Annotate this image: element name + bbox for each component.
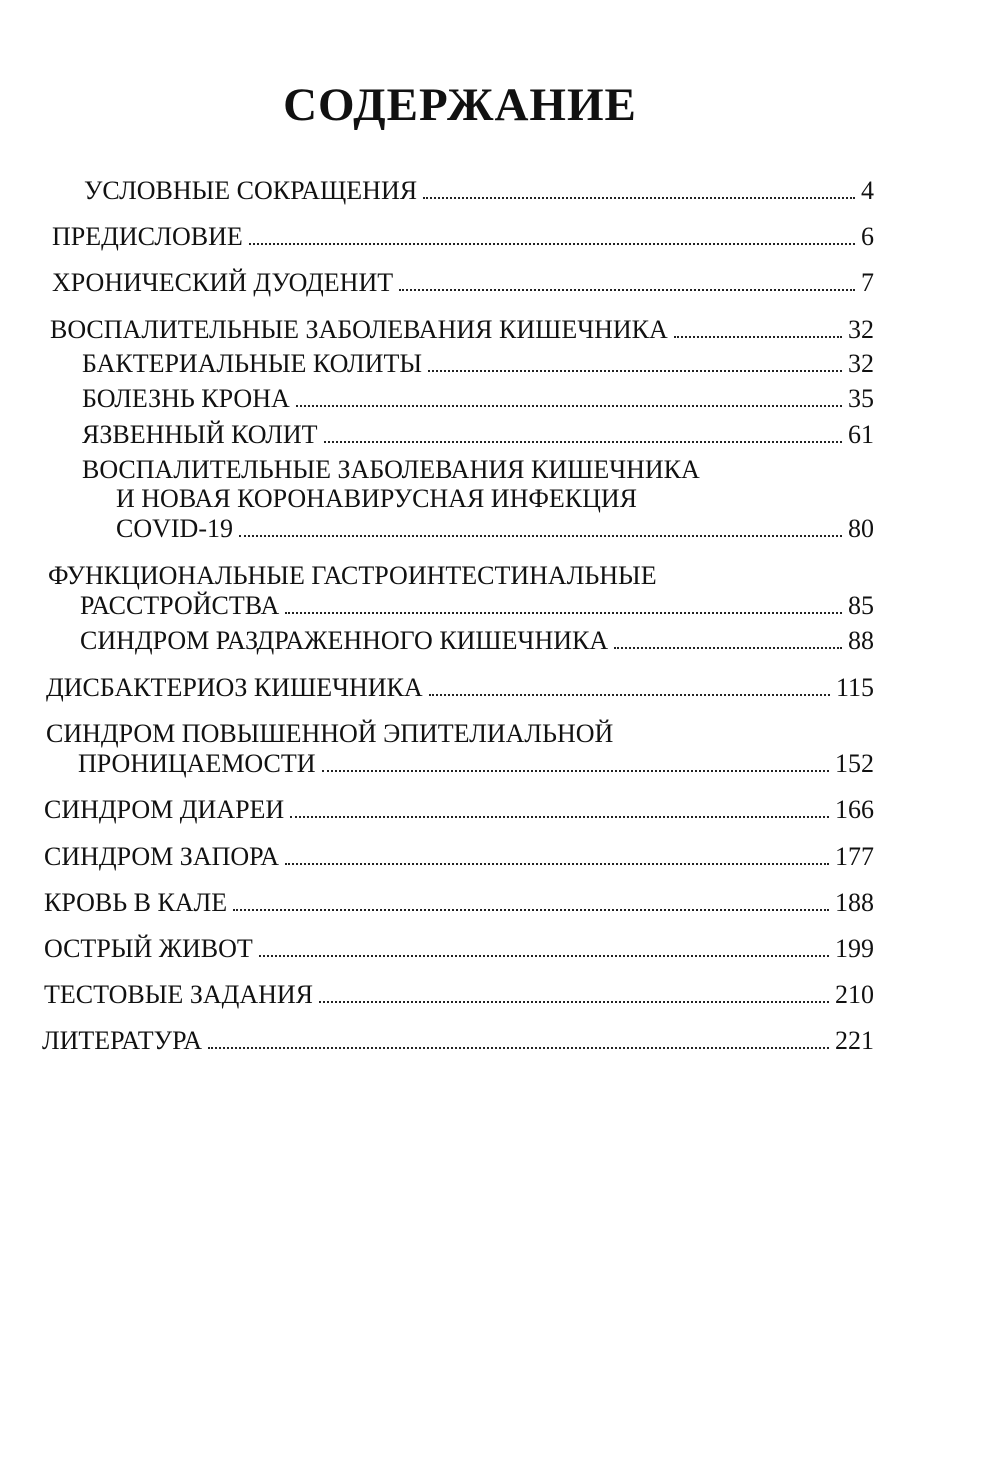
toc-entry-label: СИНДРОМ РАЗДРАЖЕННОГО КИШЕЧНИКА <box>80 626 609 655</box>
toc-entry-page: 166 <box>835 795 874 824</box>
toc-entry-page: 32 <box>848 315 874 344</box>
dot-leader <box>423 197 855 199</box>
toc-entry-page: 177 <box>835 842 874 871</box>
toc-entry <box>50 315 874 345</box>
toc-entry-label: УСЛОВНЫЕ СОКРАЩЕНИЯ <box>84 176 418 205</box>
toc-entry-page: 4 <box>861 176 874 205</box>
toc-entry <box>82 420 874 450</box>
toc-entry <box>42 1026 874 1056</box>
toc-entry-label: СИНДРОМ ЗАПОРА <box>44 842 280 871</box>
dot-leader <box>399 289 855 291</box>
dot-leader <box>296 405 842 407</box>
toc-entry <box>80 626 874 656</box>
toc-entry-label: COVID-19 <box>116 514 233 543</box>
toc-entry <box>80 591 874 621</box>
dot-leader <box>233 909 829 911</box>
toc-entry-label: ПРЕДИСЛОВИЕ <box>52 222 243 251</box>
toc-entry-page: 85 <box>848 591 874 620</box>
toc-entry-label: ТЕСТОВЫЕ ЗАДАНИЯ <box>44 980 314 1009</box>
toc-entry-page: 199 <box>835 934 874 963</box>
dot-leader <box>285 863 829 865</box>
toc-entry-line: СИНДРОМ ПОВЫШЕННОЙ ЭПИТЕЛИАЛЬНОЙ <box>46 719 614 748</box>
toc-entry-page: 6 <box>861 222 874 251</box>
toc-entry-label: ЯЗВЕННЫЙ КОЛИТ <box>82 420 318 449</box>
toc-entry <box>44 980 874 1010</box>
toc-entry <box>44 842 874 872</box>
dot-leader <box>239 535 842 537</box>
toc-entry-line: И НОВАЯ КОРОНАВИРУСНАЯ ИНФЕКЦИЯ <box>116 484 638 513</box>
dot-leader <box>614 647 842 649</box>
toc-entry-label: БАКТЕРИАЛЬНЫЕ КОЛИТЫ <box>82 349 423 378</box>
toc-entry-label: ОСТРЫЙ ЖИВОТ <box>44 934 253 963</box>
dot-leader <box>259 955 829 957</box>
toc-entry-page: 210 <box>835 980 874 1009</box>
dot-leader <box>208 1047 829 1049</box>
page-title: СОДЕРЖАНИЕ <box>283 79 637 131</box>
toc-entry <box>46 673 874 703</box>
dot-leader <box>428 370 842 372</box>
dot-leader <box>319 1001 829 1003</box>
toc-entry-page: 115 <box>835 673 874 702</box>
dot-leader <box>249 243 855 245</box>
toc-entry-label: СИНДРОМ ДИАРЕИ <box>44 795 285 824</box>
toc-entry <box>78 749 874 779</box>
toc-entry-page: 221 <box>835 1026 874 1055</box>
toc-entry-label: РАССТРОЙСТВА <box>80 591 280 620</box>
toc-entry-label: ПРОНИЦАЕМОСТИ <box>78 749 316 778</box>
toc-entry <box>82 384 874 414</box>
toc-entry-page: 35 <box>848 384 874 413</box>
toc-entry-page: 7 <box>861 268 874 297</box>
dot-leader <box>324 441 842 443</box>
toc-entry <box>52 222 874 252</box>
toc-entry-page: 152 <box>835 749 874 778</box>
toc-entry <box>44 795 874 825</box>
toc-entry <box>116 514 874 544</box>
toc-entry <box>44 934 874 964</box>
toc-entry-line: ВОСПАЛИТЕЛЬНЫЕ ЗАБОЛЕВАНИЯ КИШЕЧНИКА <box>82 455 700 484</box>
toc-entry-page: 61 <box>848 420 874 449</box>
toc-entry <box>44 888 874 918</box>
dot-leader <box>674 336 842 338</box>
toc-entry-label: КРОВЬ В КАЛЕ <box>44 888 228 917</box>
toc-entry <box>52 268 874 298</box>
toc-entry-label: ВОСПАЛИТЕЛЬНЫЕ ЗАБОЛЕВАНИЯ КИШЕЧНИКА <box>50 315 668 344</box>
dot-leader <box>429 694 830 696</box>
toc-entry-label: ЛИТЕРАТУРА <box>42 1026 202 1055</box>
toc-entry-label: ДИСБАКТЕРИОЗ КИШЕЧНИКА <box>46 673 423 702</box>
dot-leader <box>290 816 829 818</box>
toc-entry-page: 32 <box>848 349 874 378</box>
toc-entry <box>84 176 874 206</box>
toc-entry-label: БОЛЕЗНЬ КРОНА <box>82 384 290 413</box>
dot-leader <box>322 770 829 772</box>
toc-entry-page: 188 <box>835 888 874 917</box>
toc-entry-page: 80 <box>848 514 874 543</box>
toc-entry-page: 88 <box>848 626 874 655</box>
toc-entry <box>82 349 874 379</box>
toc-entry-line: ФУНКЦИОНАЛЬНЫЕ ГАСТРОИНТЕСТИНАЛЬНЫЕ <box>48 561 657 590</box>
toc-entry-label: ХРОНИЧЕСКИЙ ДУОДЕНИТ <box>52 268 394 297</box>
dot-leader <box>285 612 842 614</box>
